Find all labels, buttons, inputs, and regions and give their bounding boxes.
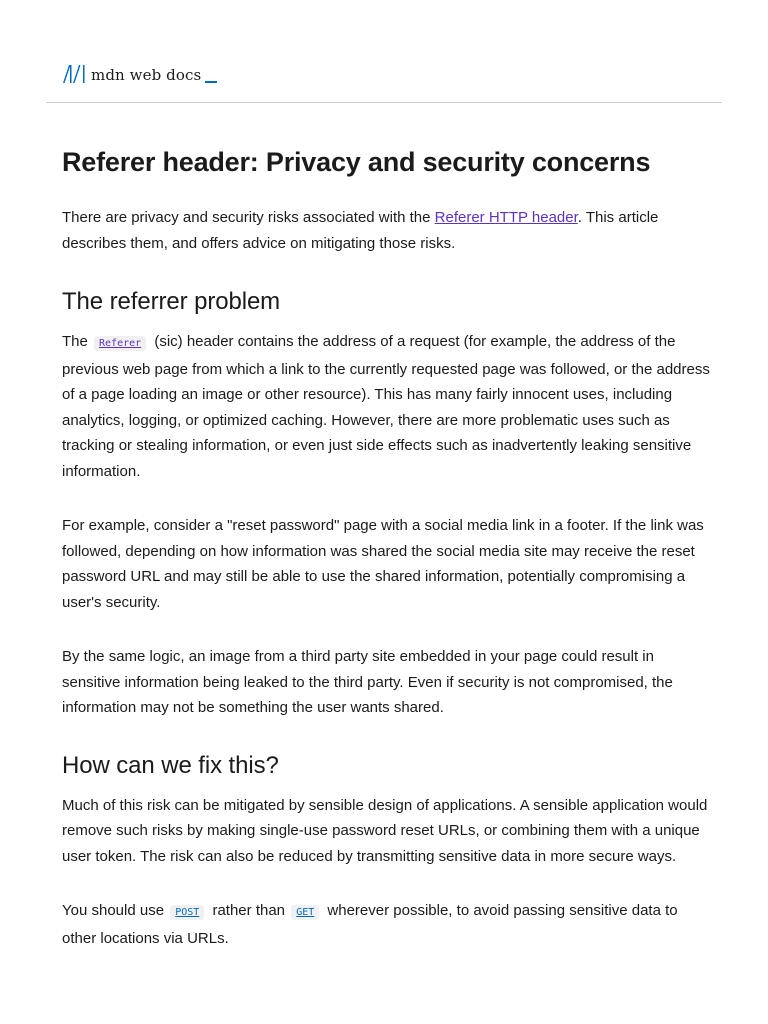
mdn-logo-link[interactable] xyxy=(62,64,217,84)
paragraph-text: You should use xyxy=(62,902,169,919)
paragraph-text: rather than xyxy=(208,902,290,919)
intro-text-end: . This article describes them, and offers advice on mitigating those risks. xyxy=(62,209,659,252)
referer-header-link[interactable]: Referer HTTP header xyxy=(434,209,578,226)
paragraph-text: wherever possible, to avoid passing sensitive data to other locations via URLs. xyxy=(62,902,678,947)
mitigation-paragraph: Much of this risk can be mitigated by sensible design of applications. A sensible application would remove such risks by making single-use password reset URLs, or combining them with a unique user token. The risk can also be reduced by transmitting sensitive data in more secure ways. xyxy=(62,796,708,865)
page-title: Referer header: Privacy and security concerns xyxy=(62,147,651,177)
logo-cursor xyxy=(205,81,217,83)
mdn-logo-icon xyxy=(62,64,86,84)
article-content xyxy=(62,140,710,951)
site-header xyxy=(46,0,722,103)
third-party-paragraph: By the same logic, an image from a third party site embedded in your page could result in sensitive information being leaked to the third party. Even if security is not compromised, the information may not be something the user wants shared. xyxy=(62,648,673,716)
paragraph-text: (sic) header contains the address of a request (for example, the address of the previous web page from which a link to the currently requested page was followed, or the address of a page loading an image or other resource). This has many fairly innocent uses, including analytics, logging, or optimized caching. However, there are more problematic uses such as tracking or stealing information, or even just side effects such as inadvertently leaking sensitive information. xyxy=(62,333,710,480)
referer-code-link[interactable]: Referer xyxy=(94,336,146,351)
logo-text: mdn web docs xyxy=(91,66,202,84)
post-get-paragraph xyxy=(62,898,710,951)
post-code-link[interactable]: POST xyxy=(170,905,204,920)
referrer-problem-paragraph xyxy=(62,329,710,484)
intro-paragraph xyxy=(62,205,710,256)
section-heading-fix: How can we fix this? xyxy=(62,751,279,779)
get-code-link[interactable]: GET xyxy=(291,905,319,920)
paragraph-text: The xyxy=(62,333,93,350)
intro-text: There are privacy and security risks associated with the xyxy=(62,209,435,226)
section-heading-referrer-problem: The referrer problem xyxy=(62,288,281,315)
reset-password-paragraph: For example, consider a "reset password" page with a social media link in a footer. If the link was followed, depending on how information was shared the social media site may receive the reset password URL and may still be able to use the shared information, potentially compromising a user's security. xyxy=(62,517,704,611)
